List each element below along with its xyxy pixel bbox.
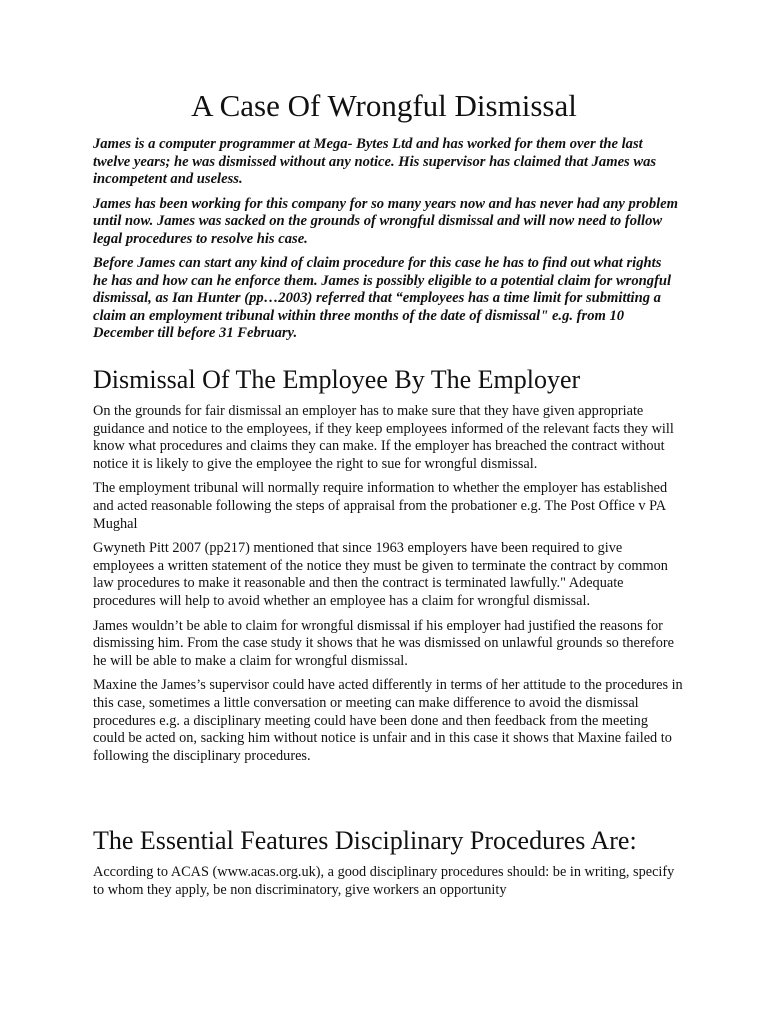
body-paragraph: Maxine the James’s supervisor could have acted differently in terms of her attitude to the procedures in this case, sometimes a little conversation or meeting can make difference to avoid the dismissal procedures e.g. a disciplinary meeting could have been done and then feedback from the meeting could be acted on, sacking him without notice is unfair and in this case it shows that Maxine failed to following the disciplinary procedures. (93, 677, 683, 764)
body-paragraph: Gwyneth Pitt 2007 (pp217) mentioned that since 1963 employers have been required to give employees a written statement of the notice they must be given to terminate the contract by common law procedures to make it reasonable and then the contract is terminated lawfully." Adequate procedures will help to avoid whether an employee has a claim for wrongful dismissal. (93, 540, 668, 609)
section-body (93, 864, 683, 899)
intro-paragraph: James is a computer programmer at Mega- Bytes Ltd and has worked for them over the last twelve years; he was dismissed without any notice. His supervisor has claimed that James was incompetent and useless. (93, 136, 657, 187)
body-paragraph: On the grounds for fair dismissal an employer has to make sure that they have given appropriate guidance and notice to the employees, if they keep employees informed of the relevant facts they will know what procedures and claims they can make. If the employer has breached the contract without notice it is likely to give the employee the right to sue for wrongful dismissal. (93, 403, 674, 472)
section-heading: The Essential Features Disciplinary Procedures Are: (93, 826, 637, 855)
section-dismissal (93, 364, 683, 772)
intro-paragraph: James has been working for this company for so many years now and has never had any problem until now. James was sacked on the grounds of wrongful dismissal and will now need to follow legal procedures to resolve his case. (93, 195, 679, 247)
section-heading: Dismissal Of The Employee By The Employer (93, 365, 581, 394)
intro-block (93, 136, 678, 350)
section-body (93, 403, 683, 765)
body-paragraph: The employment tribunal will normally require information to whether the employer has established and acted reasonable following the steps of appraisal from the probationer e.g. The Post Office v PA Mughal (93, 480, 668, 532)
body-paragraph: According to ACAS (www.acas.org.uk), a good disciplinary procedures should: be in writing, specify to whom they apply, be non discriminatory, give workers an opportunity (93, 864, 675, 898)
section-disciplinary-procedures (93, 825, 683, 906)
intro-paragraph: Before James can start any kind of claim procedure for this case he has to find out what rights he has and how can he enforce them. James is possibly eligible to a potential claim for wrongful dismissal, as Ian Hunter (pp…2003) referred that “employees has a time limit for submitting a claim an employment tribunal within three months of the date of dismissal" e.g. from 10 December till before 31 February. (93, 255, 672, 341)
document-title: A Case Of Wrongful Dismissal (191, 88, 577, 123)
body-paragraph: James wouldn’t be able to claim for wrongful dismissal if his employer had justified the reasons for dismissing him. From the case study it shows that he was dismissed on unlawful grounds so therefore he will be able to make a claim for wrongful dismissal. (93, 617, 674, 669)
